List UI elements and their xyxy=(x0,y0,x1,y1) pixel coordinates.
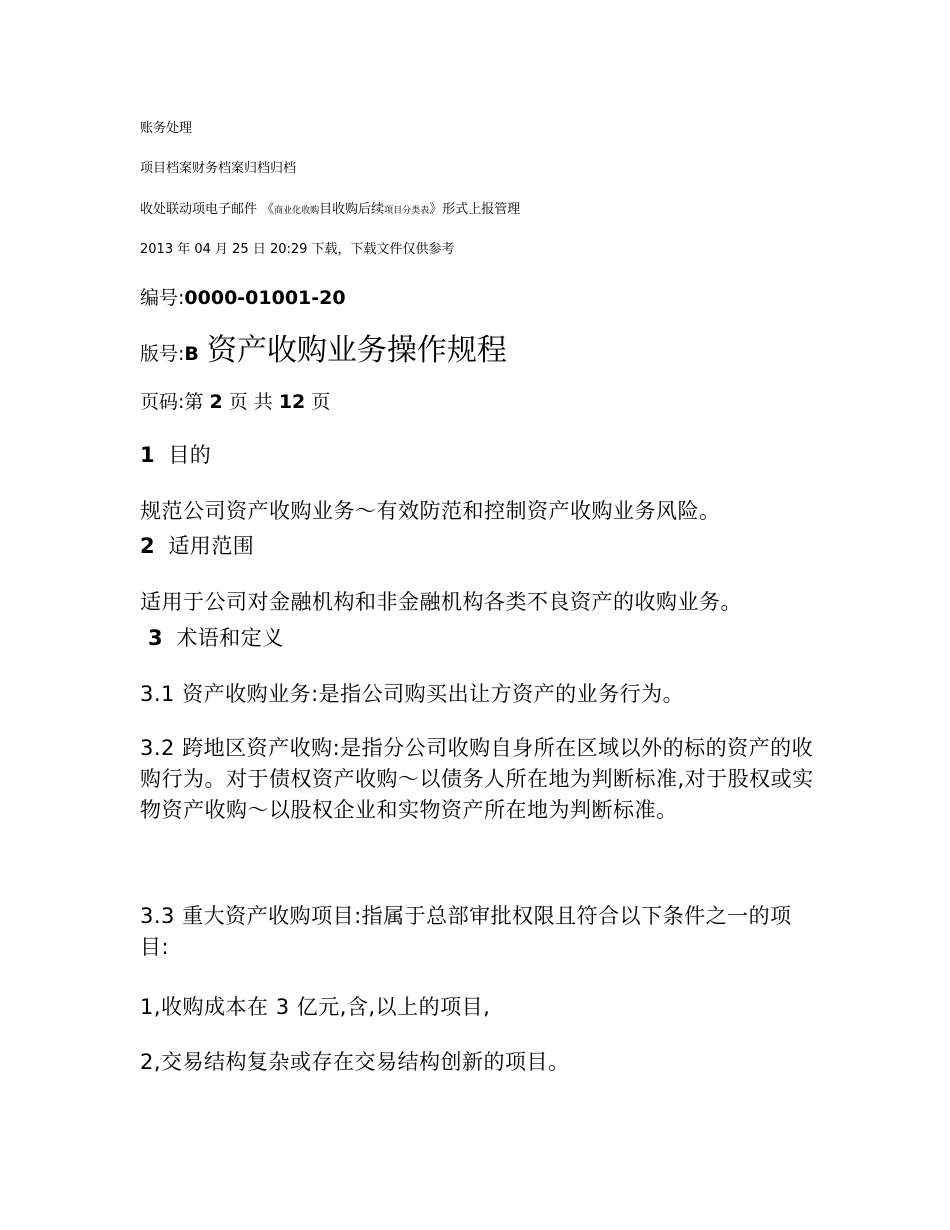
section-2-body: 适用于公司对金融机构和非金融机构各类不良资产的收购业务。 xyxy=(140,590,742,614)
version-value: B xyxy=(184,343,199,365)
page-indicator xyxy=(140,387,330,414)
doc-title: 资产收购业务操作规程 xyxy=(206,333,507,368)
header-line-3-part-c: 目收购后续 xyxy=(319,202,385,217)
page-mid: 页 共 xyxy=(228,391,273,413)
clause-3-3: 3.3 重大资产收购项目:指属于总部审批权限且符合以下条件之一的项目: xyxy=(140,904,792,959)
section-3-heading xyxy=(148,622,284,652)
section-3-title: 术语和定义 xyxy=(176,626,284,650)
doc-code-value: 0000-01001-20 xyxy=(184,287,346,309)
page-end: 页 xyxy=(311,391,331,413)
section-2-title: 适用范围 xyxy=(168,534,255,558)
section-1-number: 1 xyxy=(140,443,156,467)
version-label: 版号: xyxy=(140,343,185,365)
list-item-2: 2,交易结构复杂或存在交易结构创新的项目。 xyxy=(140,1050,570,1074)
header-line-3-part-b: 商业化收购 xyxy=(274,206,320,216)
header-line-3-part-d: 项目分类表 xyxy=(384,206,430,216)
page-total: 12 xyxy=(278,391,306,413)
section-2-number: 2 xyxy=(140,534,156,558)
section-2-heading xyxy=(140,530,254,560)
clause-3-1: 3.1 资产收购业务:是指公司购买出让方资产的业务行为。 xyxy=(140,682,685,706)
section-1-body: 规范公司资产收购业务～有效防范和控制资产收购业务风险。 xyxy=(140,499,721,523)
header-line-3 xyxy=(140,198,520,217)
section-1-heading xyxy=(140,439,211,469)
header-line-2: 项目档案财务档案归档归档 xyxy=(140,161,297,176)
list-item-1: 1,收购成本在 3 亿元,含,以上的项目, xyxy=(140,995,491,1019)
section-1-title: 目的 xyxy=(168,443,212,467)
doc-code-label: 编号: xyxy=(140,287,185,309)
header-line-3-part-a: 收处联动项电子邮件 《 xyxy=(140,202,275,217)
download-note: 2013 年 04 月 25 日 20:29 下载，下载文件仅供参考 xyxy=(140,242,455,257)
doc-version-title xyxy=(140,325,507,369)
header-line-3-part-e: 》形式上报管理 xyxy=(429,202,521,217)
doc-code xyxy=(140,283,346,310)
page-current: 2 xyxy=(209,391,223,413)
page-label: 页码:第 xyxy=(140,391,204,413)
header-line-1: 账务处理 xyxy=(140,121,193,136)
clause-3-2: 3.2 跨地区资产收购:是指分公司收购自身所在区域以外的标的资产的收购行为。对于债权资产收购～以债务人所在地为判断标准,对于股权或实物资产收购～以股权企业和实物资产所在地为判断标准。 xyxy=(140,736,814,822)
section-3-number: 3 xyxy=(148,626,164,650)
